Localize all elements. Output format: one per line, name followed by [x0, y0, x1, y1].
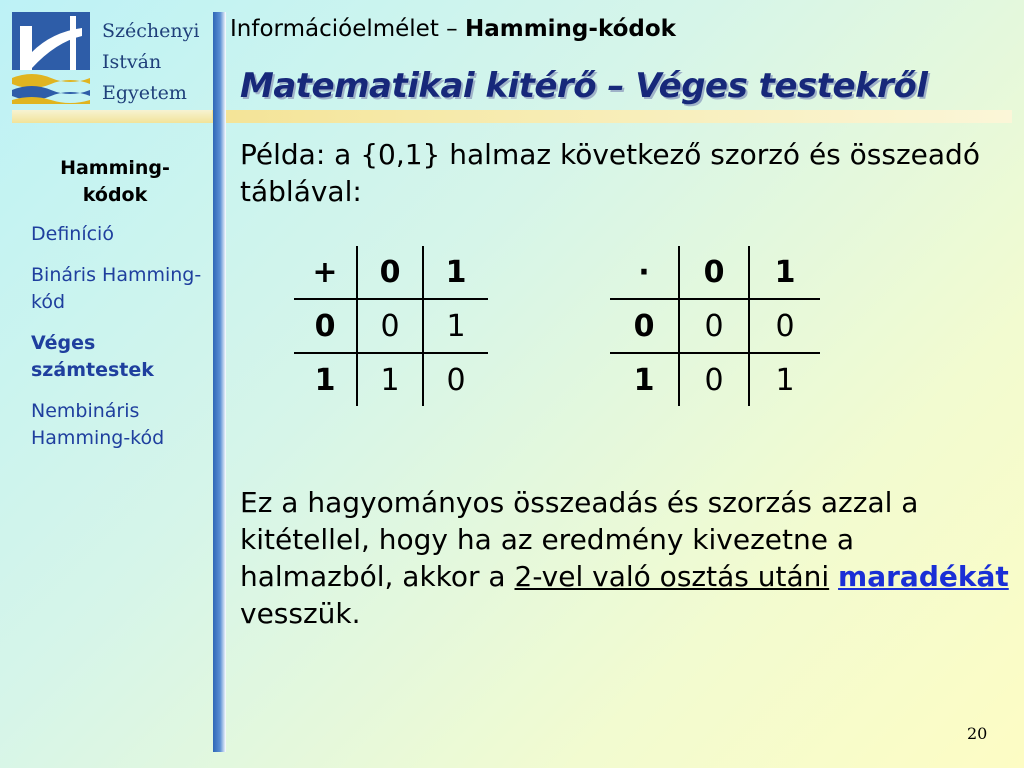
- explanation-text: [240, 484, 1010, 632]
- university-name: [102, 16, 199, 109]
- slide-title: Matematikai kitérő – Véges testekről: [240, 66, 928, 106]
- page-number: 20: [967, 724, 988, 743]
- mul-row-header: 0: [610, 299, 679, 353]
- add-cell: 0: [357, 299, 423, 353]
- nav-item-veges-szamtestek[interactable]: Véges számtestek: [31, 332, 154, 381]
- course-name: Információelmélet –: [230, 16, 465, 42]
- nav-item-definicio[interactable]: Definíció: [31, 223, 114, 245]
- nav-item-binaris-hamming-kod[interactable]: Bináris Hamming-kód: [31, 264, 202, 313]
- logo-line-3: Egyetem: [102, 82, 187, 104]
- explanation-part-2: vesszük.: [240, 597, 361, 630]
- mul-row-header: 1: [610, 353, 679, 406]
- mul-cell: 1: [775, 362, 795, 398]
- mul-cell: 0: [679, 353, 749, 406]
- explanation-part-1: Ez a hagyományos összeadás és szorzás azzal a kitétellel, hogy ha az eredmény kivezetne a halmazból, akkor a: [240, 486, 919, 593]
- add-col-header: 0: [357, 246, 423, 299]
- sidebar-nav: [20, 155, 210, 466]
- bridge-logo-icon: [12, 12, 90, 104]
- mul-cell: 0: [679, 299, 749, 353]
- logo-line-2: István: [102, 51, 162, 73]
- add-cell: 1: [423, 299, 488, 353]
- add-cell: 0: [446, 362, 466, 398]
- modulo-link[interactable]: 2-vel való osztás utáni: [514, 560, 830, 593]
- university-logo: [12, 12, 212, 107]
- remainder-link[interactable]: maradékát: [838, 560, 1009, 593]
- header-divider-left: [12, 110, 212, 123]
- nav-heading: Hamming- kódok: [60, 157, 170, 206]
- add-row-header: 1: [294, 353, 357, 406]
- topic-name: Hamming-kódok: [464, 16, 676, 42]
- add-row-header: 0: [294, 299, 357, 353]
- logo-line-1: Széchenyi: [102, 20, 200, 42]
- sidebar-divider: [213, 12, 226, 752]
- mul-cell: 0: [749, 299, 820, 353]
- explanation-space: [829, 560, 838, 593]
- course-header: [230, 16, 676, 42]
- add-op-symbol: +: [294, 246, 357, 299]
- intro-text: Példa: a {0,1} halmaz következő szorzó és összeadó táblával:: [240, 138, 980, 208]
- add-cell: 1: [357, 353, 423, 406]
- mul-op-symbol: ·: [610, 246, 679, 299]
- multiplication-table: [610, 246, 820, 406]
- mul-col-header: 0: [679, 246, 749, 299]
- addition-table: [294, 246, 488, 406]
- nav-item-nembinaris-hamming-kod[interactable]: Nembináris Hamming-kód: [31, 400, 165, 449]
- add-col-header: 1: [423, 246, 488, 299]
- mul-col-header: 1: [749, 246, 820, 299]
